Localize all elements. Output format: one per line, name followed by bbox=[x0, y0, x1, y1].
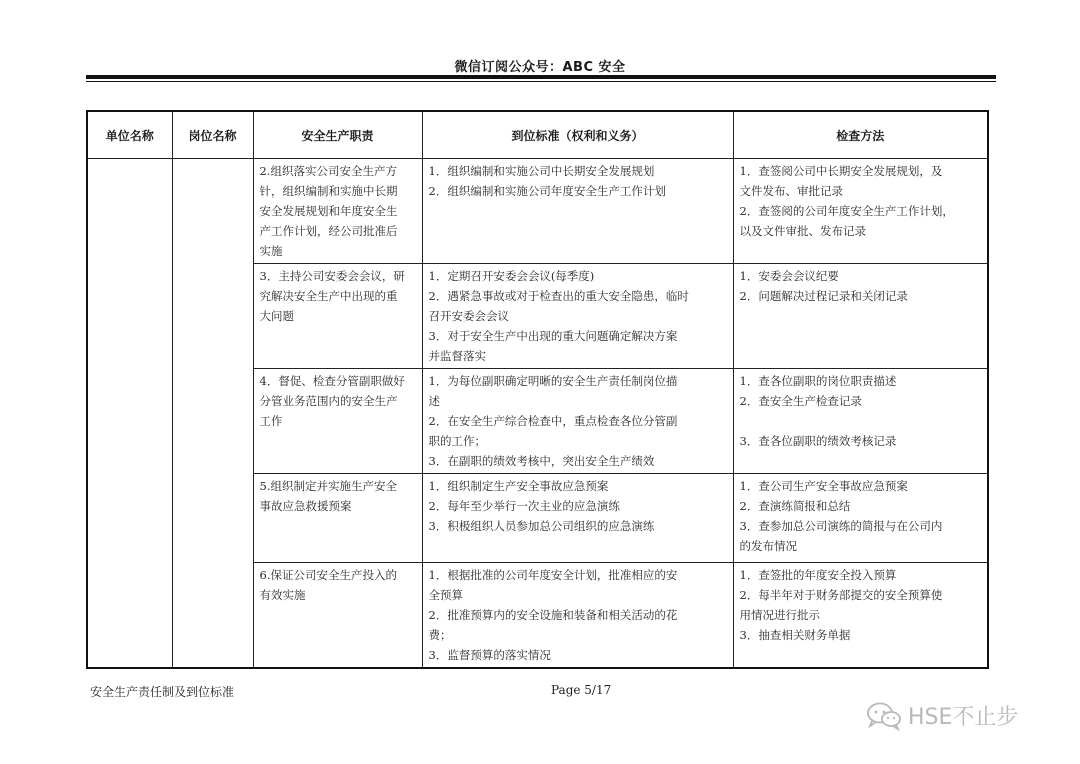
col-header-check: 检查方法 bbox=[733, 111, 988, 159]
duty-cell: 4．督促、检查分管副职做好 分管业务范围内的安全生产 工作 bbox=[253, 369, 422, 474]
col-header-unit: 单位名称 bbox=[87, 111, 172, 159]
duty-cell: 5.组织制定并实施生产安全 事故应急救援预案 bbox=[253, 474, 422, 563]
standard-cell: 1．组织制定生产安全事故应急预案 2．每年至少举行一次主业的应急演练 3．积极组织人员参加总公司组织的应急演练 bbox=[422, 474, 733, 563]
col-header-standard: 到位标准（权利和义务） bbox=[422, 111, 733, 159]
footer-document-title: 安全生产责任制及到位标准 bbox=[90, 685, 235, 699]
check-cell: 1．查签批的年度安全投入预算 2．每半年对于财务部提交的安全预算使 用情况进行批示 3．抽查相关财务单据 bbox=[733, 563, 988, 669]
standard-cell: 1．为每位副职确定明晰的安全生产责任制岗位描 述 2．在安全生产综合检查中，重点检查各位分管副 职的工作； 3．在副职的绩效考核中，突出安全生产绩效 bbox=[422, 369, 733, 474]
table-row bbox=[87, 159, 988, 264]
table-header-row bbox=[87, 111, 988, 159]
wechat-icon bbox=[866, 701, 902, 731]
duty-cell: 2.组织落实公司安全生产方 针，组织编制和实施中长期 安全发展规划和年度安全生 产工作计划，经公司批准后 实施 bbox=[253, 159, 422, 264]
unit-cell bbox=[87, 159, 172, 669]
col-header-duty: 安全生产职责 bbox=[253, 111, 422, 159]
standard-cell: 1．定期召开安委会会议(每季度) 2．遇紧急事故或对于检查出的重大安全隐患，临时 召开安委会会议 3．对于安全生产中出现的重大问题确定解决方案 并监督落实 bbox=[422, 264, 733, 369]
check-cell: 1．安委会会议纪要 2．问题解决过程记录和关闭记录 bbox=[733, 264, 988, 369]
duty-cell: 6.保证公司安全生产投入的 有效实施 bbox=[253, 563, 422, 669]
page-header-title: 微信订阅公众号：ABC 安全 bbox=[454, 60, 626, 75]
header-rule-thin bbox=[86, 81, 996, 82]
standard-cell: 1．组织编制和实施公司中长期安全发展规划 2．组织编制和实施公司年度安全生产工作计划 bbox=[422, 159, 733, 264]
duty-cell: 3．主持公司安委会会议，研 究解决安全生产中出现的重 大问题 bbox=[253, 264, 422, 369]
responsibility-table bbox=[86, 110, 989, 669]
position-cell bbox=[172, 159, 253, 669]
header-rule-thick bbox=[86, 75, 996, 79]
watermark bbox=[866, 700, 1018, 731]
standard-cell: 1．根据批准的公司年度安全计划，批准相应的安 全预算 2．批准预算内的安全设施和装备和相关活动的花 费； 3．监督预算的落实情况 bbox=[422, 563, 733, 669]
check-cell: 1．查各位副职的岗位职责描述 2．查安全生产检查记录 3．查各位副职的绩效考核记录 bbox=[733, 369, 988, 474]
check-cell: 1．查公司生产安全事故应急预案 2．查演练简报和总结 3．查参加总公司演练的简报与在公司内 的发布情况 bbox=[733, 474, 988, 563]
col-header-position: 岗位名称 bbox=[172, 111, 253, 159]
footer-page-number: Page 5/17 bbox=[551, 683, 612, 697]
watermark-text: HSE不止步 bbox=[908, 705, 1019, 730]
check-cell: 1．查签阅公司中长期安全发展规划，及 文件发布、审批记录 2．查签阅的公司年度安全生产工作计划， 以及文件审批、发布记录 bbox=[733, 159, 988, 264]
